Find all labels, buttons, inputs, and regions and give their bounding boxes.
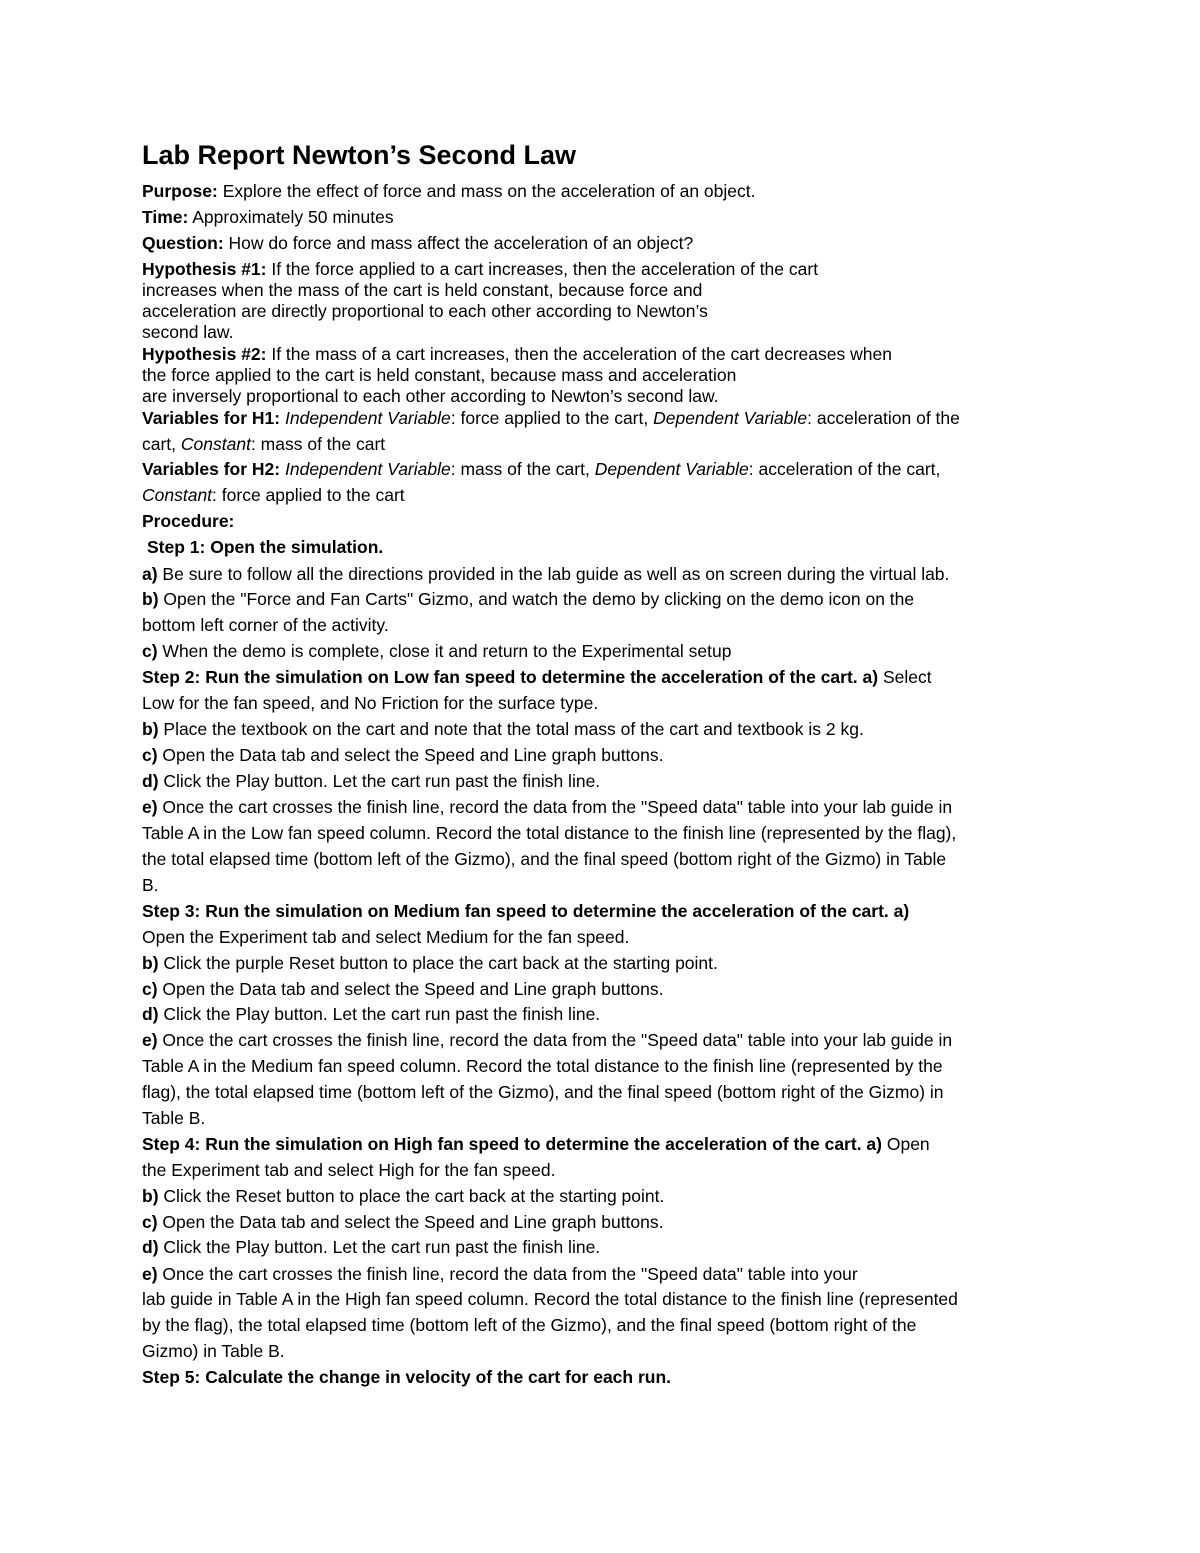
step-2-heading — [142, 669, 932, 687]
step-4-item-c — [142, 1214, 664, 1232]
dependent-variable-text: : acceleration of the — [807, 408, 960, 428]
step-1-item-b — [142, 591, 914, 609]
item-text: Once the cart crosses the finish line, record the data from the "Speed data" table into your lab guide in — [157, 1030, 953, 1050]
step-1-heading: Step 1: Open the simulation. — [147, 537, 384, 557]
step-3-item-e-line-3: flag), the total elapsed time (bottom left of the Gizmo), and the final speed (bottom right of the Gizmo) in — [142, 1082, 944, 1102]
independent-variable-text: : mass of the cart, — [450, 459, 595, 479]
variables-h1-line-2 — [142, 436, 385, 454]
hypothesis-2-label: Hypothesis #2: — [142, 344, 267, 364]
step-2-item-e — [142, 799, 952, 817]
hypothesis-1-line-2: increases when the mass of the cart is held constant, because force and — [142, 280, 703, 300]
item-label: c) — [142, 1212, 158, 1232]
step-5-heading: Step 5: Calculate the change in velocity of the cart for each run. — [142, 1367, 672, 1387]
variables-h2-label: Variables for H2: — [142, 459, 281, 479]
step-4-heading-tail: Open — [881, 1134, 930, 1154]
hypothesis-1-line-4: second law. — [142, 322, 234, 342]
item-label: e) — [142, 797, 158, 817]
step-3-item-b — [142, 955, 718, 973]
time-text: Approximately 50 minutes — [188, 207, 394, 227]
item-label: e) — [142, 1264, 158, 1284]
step-4-heading-bold: Step 4: Run the simulation on High fan speed to determine the acceleration of the cart. a) — [142, 1134, 882, 1154]
dependent-variable-text: : acceleration of the cart, — [748, 459, 941, 479]
step-3-item-e-line-2: Table A in the Medium fan speed column. Record the total distance to the finish line (represented by the — [142, 1056, 943, 1076]
item-label: c) — [142, 979, 158, 999]
item-label: d) — [142, 1004, 159, 1024]
step-2-item-e-line-2: Table A in the Low fan speed column. Record the total distance to the finish line (represented by the flag), — [142, 823, 957, 843]
step-2-item-d — [142, 773, 600, 791]
item-text: Place the textbook on the cart and note that the total mass of the cart and textbook is 2 kg. — [158, 719, 864, 739]
constant-text: : force applied to the cart — [212, 485, 405, 505]
step-2-item-b — [142, 721, 864, 739]
item-text: Open the Data tab and select the Speed and Line graph buttons. — [157, 979, 664, 999]
step-2-heading-tail: Select — [878, 667, 932, 687]
item-text: Once the cart crosses the finish line, record the data from the "Speed data" table into your lab guide in — [157, 797, 953, 817]
independent-variable-label: Independent Variable — [285, 459, 451, 479]
purpose-text: Explore the effect of force and mass on the acceleration of an object. — [217, 181, 756, 201]
hypothesis-1-line-3: acceleration are directly proportional to each other according to Newton’s — [142, 301, 708, 321]
item-text: Open the Data tab and select the Speed and Line graph buttons. — [157, 1212, 664, 1232]
dependent-variable-label: Dependent Variable — [594, 459, 749, 479]
dependent-variable-label: Dependent Variable — [653, 408, 808, 428]
question-label: Question: — [142, 233, 224, 253]
step-3-item-a-line-2: Open the Experiment tab and select Medium for the fan speed. — [142, 927, 630, 947]
hypothesis-1-label: Hypothesis #1: — [142, 259, 267, 279]
step-4-heading — [142, 1136, 930, 1154]
item-text: Once the cart crosses the finish line, record the data from the "Speed data" table into your — [157, 1264, 858, 1284]
item-text: When the demo is complete, close it and return to the Experimental setup — [157, 641, 732, 661]
item-text: Open the "Force and Fan Carts" Gizmo, and watch the demo by clicking on the demo icon on the — [158, 589, 915, 609]
item-label: d) — [142, 1237, 159, 1257]
item-text: Click the purple Reset button to place the cart back at the starting point. — [158, 953, 718, 973]
step-3-item-c — [142, 981, 664, 999]
variables-h1-line-1 — [142, 410, 960, 428]
purpose-label: Purpose: — [142, 181, 218, 201]
step-1-item-b-line-2: bottom left corner of the activity. — [142, 615, 389, 635]
step-3-item-e — [142, 1032, 952, 1050]
item-text: Be sure to follow all the directions provided in the lab guide as well as on screen during the virtual lab. — [157, 564, 950, 584]
item-label: b) — [142, 719, 159, 739]
step-4-item-a-line-2: the Experiment tab and select High for the fan speed. — [142, 1160, 556, 1180]
step-2-item-e-line-3: the total elapsed time (bottom left of the Gizmo), and the final speed (bottom right of the Gizmo) in Table — [142, 849, 947, 869]
item-label: b) — [142, 953, 159, 973]
independent-variable-label: Independent Variable — [285, 408, 451, 428]
hypothesis-2-line-3: are inversely proportional to each other according to Newton’s second law. — [142, 386, 719, 406]
variables-h2-line-2 — [142, 487, 405, 505]
item-label: c) — [142, 745, 158, 765]
step-4-item-d — [142, 1239, 600, 1257]
step-3-item-e-line-4: Table B. — [142, 1108, 206, 1128]
hypothesis-2-line-1 — [142, 346, 892, 364]
step-4-item-e-line-3: by the flag), the total elapsed time (bottom left of the Gizmo), and the final speed (bottom right of the — [142, 1315, 917, 1335]
constant-text: : mass of the cart — [250, 434, 386, 454]
purpose-line — [142, 183, 756, 201]
item-text: Click the Play button. Let the cart run past the finish line. — [158, 1237, 601, 1257]
hypothesis-2-line-2: the force applied to the cart is held constant, because mass and acceleration — [142, 365, 737, 385]
hypothesis-2-text: If the mass of a cart increases, then the acceleration of the cart decreases when — [266, 344, 892, 364]
step-4-item-e-line-4: Gizmo) in Table B. — [142, 1341, 285, 1361]
step-1-item-a — [142, 566, 949, 584]
item-text: Click the Play button. Let the cart run past the finish line. — [158, 771, 601, 791]
item-text: Open the Data tab and select the Speed and Line graph buttons. — [157, 745, 664, 765]
hypothesis-1-line-1 — [142, 261, 818, 279]
question-line — [142, 235, 693, 253]
time-label: Time: — [142, 207, 189, 227]
step-1-item-c — [142, 643, 731, 661]
procedure-label: Procedure: — [142, 511, 235, 531]
item-label: d) — [142, 771, 159, 791]
step-3-item-d — [142, 1006, 600, 1024]
variables-h1-label: Variables for H1: — [142, 408, 281, 428]
step-2-item-e-line-4: B. — [142, 875, 159, 895]
constant-label: Constant — [180, 434, 251, 454]
item-label: b) — [142, 589, 159, 609]
hypothesis-1-text: If the force applied to a cart increases, then the acceleration of the cart — [266, 259, 819, 279]
item-label: b) — [142, 1186, 159, 1206]
variables-h1-line-2-start: cart, — [142, 434, 181, 454]
step-4-item-e — [142, 1266, 858, 1284]
item-label: c) — [142, 641, 158, 661]
step-4-item-e-line-2: lab guide in Table A in the High fan speed column. Record the total distance to the finish line (represented — [142, 1289, 958, 1309]
constant-label: Constant — [142, 485, 213, 505]
step-2-heading-bold: Step 2: Run the simulation on Low fan speed to determine the acceleration of the cart. a) — [142, 667, 879, 687]
variables-h2-line-1 — [142, 461, 940, 479]
item-label: a) — [142, 564, 158, 584]
independent-variable-text: : force applied to the cart, — [450, 408, 654, 428]
step-2-item-c — [142, 747, 664, 765]
time-line — [142, 209, 394, 227]
item-text: Click the Play button. Let the cart run past the finish line. — [158, 1004, 601, 1024]
step-3-heading: Step 3: Run the simulation on Medium fan speed to determine the acceleration of the cart. a) — [142, 901, 910, 921]
question-text: How do force and mass affect the acceleration of an object? — [223, 233, 694, 253]
step-2-item-a-line-2: Low for the fan speed, and No Friction for the surface type. — [142, 693, 599, 713]
page-title: Lab Report Newton’s Second Law — [142, 140, 577, 170]
step-4-item-b — [142, 1188, 664, 1206]
item-text: Click the Reset button to place the cart back at the starting point. — [158, 1186, 665, 1206]
item-label: e) — [142, 1030, 158, 1050]
